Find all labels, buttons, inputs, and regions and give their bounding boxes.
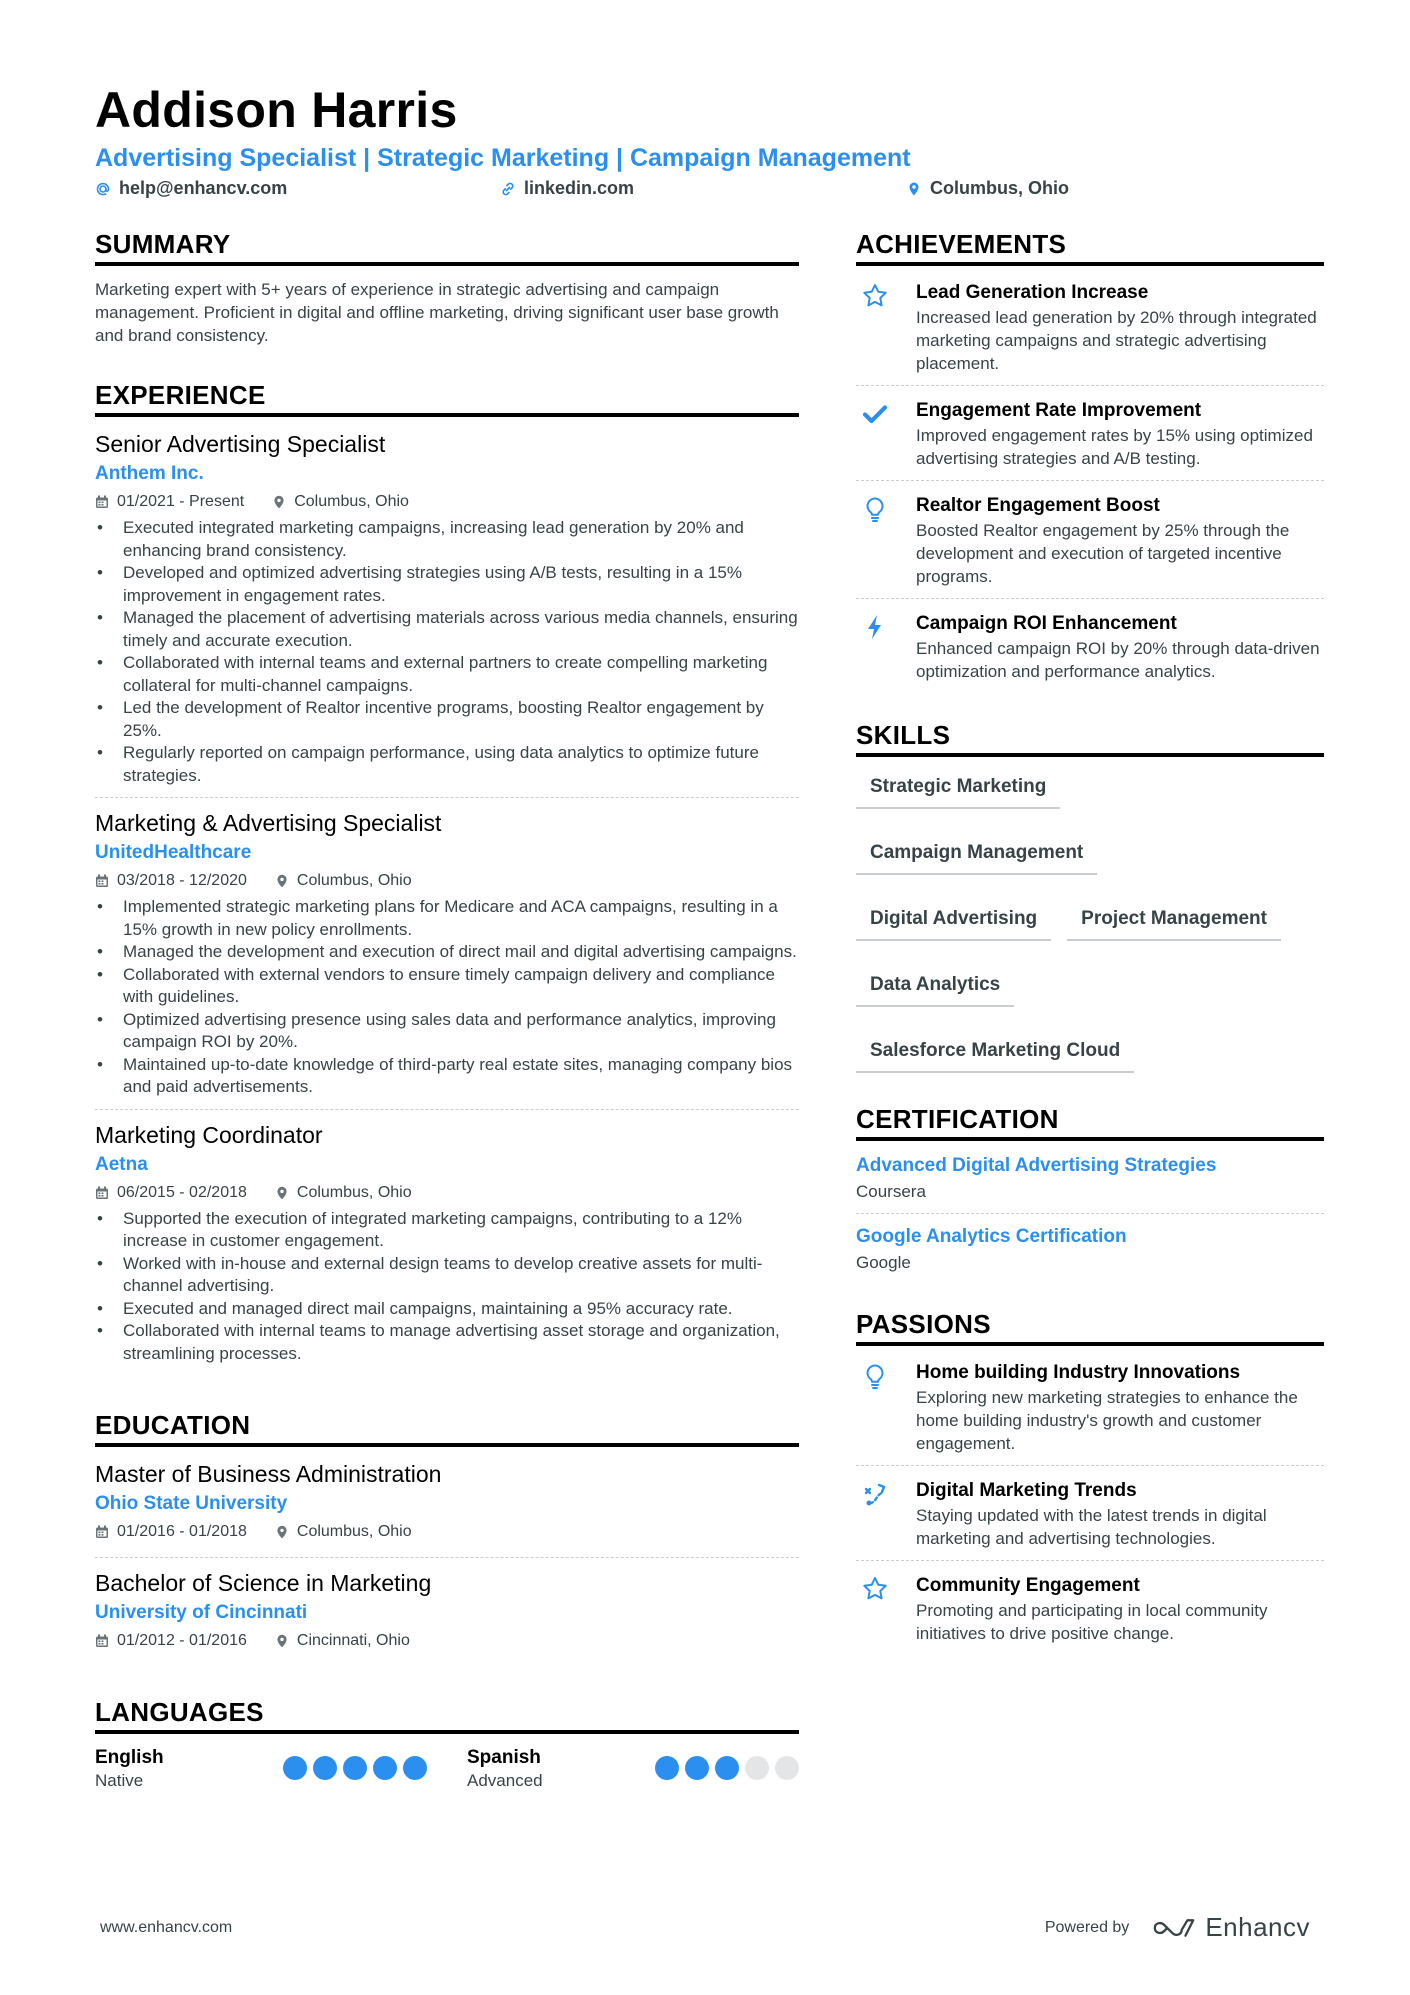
language-item: [95, 1746, 427, 1792]
location-pin-icon: [275, 874, 289, 888]
linkedin-text: linkedin.com: [524, 178, 635, 198]
location-pin-icon: [906, 181, 922, 197]
language-text: [95, 1746, 164, 1792]
bullet-item: • Collaborated with internal teams to manage advertising asset storage and organization, streamlining processes.: [95, 1320, 799, 1365]
education-heading: EDUCATION: [95, 1409, 799, 1447]
education-location: [275, 1630, 410, 1652]
dates-text: 03/2018 - 12/2020: [117, 872, 247, 889]
proficiency-dot: [655, 1756, 679, 1780]
achievement-item-body: [916, 280, 1324, 375]
skill-tag: Digital Advertising: [856, 903, 1051, 941]
education-dates: [95, 1521, 247, 1543]
skill-tag: Data Analytics: [856, 969, 1014, 1007]
achievements-section: [856, 228, 1324, 693]
certification-section: [856, 1103, 1324, 1284]
education-meta: [95, 1521, 799, 1543]
passion-item-description: Staying updated with the latest trends in digital marketing and advertising technologies.: [916, 1506, 1267, 1548]
proficiency-dot: [343, 1756, 367, 1780]
passion-item: [856, 1358, 1324, 1466]
achievement-item-title: Campaign ROI Enhancement: [916, 613, 1177, 634]
achievement-item: [856, 278, 1324, 386]
skill-tag: Salesforce Marketing Cloud: [856, 1035, 1134, 1073]
location-text: Columbus, Ohio: [296, 1183, 412, 1201]
location-text: Columbus, Ohio: [296, 872, 412, 889]
brand-name: Enhancv: [1205, 1912, 1310, 1942]
job-location: [272, 491, 409, 513]
job-dates: [95, 870, 247, 892]
skill-tag: Campaign Management: [856, 837, 1097, 875]
language-item: [467, 1746, 799, 1792]
dates-text: 01/2016 - 01/2018: [117, 1523, 247, 1540]
location-text: Columbus, Ohio: [930, 178, 1069, 198]
summary-heading: SUMMARY: [95, 228, 799, 266]
experience-list: [95, 429, 799, 1375]
candidate-name: Addison Harris: [95, 82, 458, 138]
achievement-item-title: Engagement Rate Improvement: [916, 400, 1202, 421]
achievements-list: [856, 278, 1324, 693]
passions-heading: PASSIONS: [856, 1308, 1324, 1346]
school-name[interactable]: University of Cincinnati: [95, 1602, 308, 1623]
lightbulb-icon: [856, 493, 894, 588]
contact-email[interactable]: [95, 178, 287, 199]
experience-entry: [95, 1120, 799, 1376]
language-level: Advanced: [467, 1771, 543, 1790]
language-level: Native: [95, 1771, 144, 1790]
achievement-item-body: [916, 493, 1324, 588]
experience-entry: [95, 808, 799, 1110]
candidate-title: Advertising Specialist | Strategic Marketing | Campaign Management: [95, 144, 911, 172]
achievement-item-body: [916, 611, 1324, 683]
calendar-icon: [95, 1634, 109, 1648]
location-text: Cincinnati, Ohio: [296, 1632, 410, 1649]
proficiency-dot: [775, 1756, 799, 1780]
summary-text: Marketing expert with 5+ years of experience in strategic advertising and campaign management. Proficient in digital and offline marketing, driving significant user base growth and brand consistency.: [95, 280, 779, 345]
experience-heading: EXPERIENCE: [95, 379, 799, 417]
degree-title: Bachelor of Science in Marketing: [95, 1570, 432, 1596]
proficiency-dot: [715, 1756, 739, 1780]
job-meta: [95, 1182, 799, 1204]
passion-item-body: [916, 1573, 1324, 1645]
bullet-item: • Managed the development and execution of direct mail and digital advertising campaigns.: [95, 941, 799, 964]
school-name[interactable]: Ohio State University: [95, 1493, 288, 1514]
passion-item-body: [916, 1360, 1324, 1455]
certification-name[interactable]: Google Analytics Certification: [856, 1226, 1127, 1247]
job-meta: [95, 491, 799, 513]
bullet-item: • Implemented strategic marketing plans for Medicare and ACA campaigns, resulting in a 15% growth in new policy enrollments.: [95, 896, 799, 941]
achievement-item: [856, 396, 1324, 481]
calendar-icon: [95, 874, 109, 888]
bullet-item: • Executed integrated marketing campaigns, increasing lead generation by 20% and enhancing brand consistency.: [95, 517, 799, 562]
bullet-item: • Led the development of Realtor incentive programs, boosting Realtor engagement by 25%.: [95, 697, 799, 742]
job-bullets: [95, 517, 799, 787]
education-meta: [95, 1630, 799, 1652]
proficiency-dot: [313, 1756, 337, 1780]
achievement-item: [856, 491, 1324, 599]
achievement-item-description: Boosted Realtor engagement by 25% through the development and execution of targeted incentive programs.: [916, 521, 1290, 586]
bullet-item: • Regularly reported on campaign performance, using data analytics to optimize future strategies.: [95, 742, 799, 787]
passion-item-title: Digital Marketing Trends: [916, 1480, 1137, 1501]
right-column: [856, 228, 1324, 1687]
page-footer: [100, 1912, 1310, 1943]
skills-heading: SKILLS: [856, 719, 1324, 757]
location-pin-icon: [275, 1186, 289, 1200]
proficiency-dot: [373, 1756, 397, 1780]
location-text: Columbus, Ohio: [296, 1523, 412, 1540]
brand-logo[interactable]: [1151, 1912, 1310, 1943]
passion-item-description: Exploring new marketing strategies to enhance the home building industry's growth and customer engagement.: [916, 1388, 1298, 1453]
contact-linkedin[interactable]: [500, 178, 634, 199]
dates-text: 06/2015 - 02/2018: [117, 1183, 247, 1201]
languages-section: [95, 1696, 799, 1792]
left-column: [95, 228, 799, 1824]
proficiency-dots: [655, 1746, 799, 1792]
contact-row: [95, 178, 1325, 204]
link-icon: [500, 181, 516, 197]
job-location: [275, 1182, 412, 1204]
achievement-item-title: Lead Generation Increase: [916, 282, 1149, 303]
bullet-item: • Executed and managed direct mail campaigns, maintaining a 95% accuracy rate.: [95, 1298, 799, 1321]
job-title: Marketing Coordinator: [95, 1121, 323, 1148]
bullet-item: • Maintained up-to-date knowledge of third-party real estate sites, managing company bios and paid advertisements.: [95, 1054, 799, 1099]
language-text: [467, 1746, 543, 1792]
proficiency-dots: [283, 1746, 427, 1792]
bullet-item: • Collaborated with internal teams and external partners to create compelling marketing collateral for multi-channel campaigns.: [95, 652, 799, 697]
degree-title: Master of Business Administration: [95, 1461, 442, 1487]
powered-by-label: Powered by: [1044, 1918, 1130, 1936]
language-name: Spanish: [467, 1747, 541, 1768]
job-meta: [95, 870, 799, 892]
passion-item-body: [916, 1478, 1324, 1550]
passions-list: [856, 1358, 1324, 1655]
education-list: [95, 1459, 799, 1666]
skill-tag: Project Management: [1067, 903, 1281, 941]
star-icon: [856, 280, 894, 375]
location-pin-icon: [275, 1525, 289, 1539]
dates-text: 01/2012 - 01/2016: [117, 1632, 247, 1649]
education-section: [95, 1409, 799, 1666]
bullet-item: • Supported the execution of integrated marketing campaigns, contributing to a 12% increase in customer engagement.: [95, 1208, 799, 1253]
location-pin-icon: [272, 495, 286, 509]
certification-item: [856, 1153, 1324, 1214]
lightning-icon: [856, 611, 894, 683]
calendar-icon: [95, 495, 109, 509]
bullet-item: • Collaborated with external vendors to ensure timely campaign delivery and compliance with guidelines.: [95, 964, 799, 1009]
achievement-item-description: Enhanced campaign ROI by 20% through data-driven optimization and performance analytics.: [916, 639, 1320, 681]
experience-section: [95, 379, 799, 1375]
company-name[interactable]: Aetna: [95, 1153, 148, 1175]
job-dates: [95, 1182, 247, 1204]
achievements-heading: ACHIEVEMENTS: [856, 228, 1324, 266]
education-entry: [95, 1459, 799, 1558]
route-icon: [856, 1478, 894, 1550]
location-pin-icon: [275, 1634, 289, 1648]
certification-issuer: Coursera: [856, 1182, 926, 1201]
certification-list: [856, 1153, 1324, 1284]
job-title: Senior Advertising Specialist: [95, 431, 386, 457]
footer-url[interactable]: www.enhancv.com: [100, 1918, 233, 1936]
company-name[interactable]: Anthem Inc.: [95, 463, 204, 484]
company-name[interactable]: UnitedHealthcare: [95, 842, 252, 863]
proficiency-dot: [685, 1756, 709, 1780]
education-dates: [95, 1630, 247, 1652]
bullet-item: • Worked with in-house and external design teams to develop creative assets for multi-channel advertising.: [95, 1253, 799, 1298]
job-bullets: [95, 896, 799, 1099]
certification-item: [856, 1224, 1324, 1284]
lightbulb-icon: [856, 1360, 894, 1455]
achievement-item-title: Realtor Engagement Boost: [916, 495, 1160, 516]
achievement-item: [856, 609, 1324, 693]
achievement-item-description: Increased lead generation by 20% through integrated marketing campaigns and strategic advertising placement.: [916, 308, 1317, 373]
experience-entry: [95, 429, 799, 798]
calendar-icon: [95, 1186, 109, 1200]
location-text: Columbus, Ohio: [294, 493, 409, 510]
dates-text: 01/2021 - Present: [117, 493, 245, 510]
summary-section: [95, 228, 799, 347]
passion-item-title: Home building Industry Innovations: [916, 1362, 1241, 1383]
check-icon: [856, 398, 894, 470]
job-location: [275, 870, 412, 892]
certification-issuer: Google: [856, 1253, 911, 1272]
proficiency-dot: [403, 1756, 427, 1780]
certification-name[interactable]: Advanced Digital Advertising Strategies: [856, 1155, 1217, 1176]
languages-heading: LANGUAGES: [95, 1696, 799, 1734]
star-icon: [856, 1573, 894, 1645]
language-name: English: [95, 1747, 164, 1768]
at-icon: [95, 181, 111, 197]
proficiency-dot: [745, 1756, 769, 1780]
certification-heading: CERTIFICATION: [856, 1103, 1324, 1141]
proficiency-dot: [283, 1756, 307, 1780]
passion-item: [856, 1571, 1324, 1655]
contact-location: [906, 178, 1069, 199]
enhancv-logo-icon: [1151, 1916, 1197, 1940]
languages-list: [95, 1746, 799, 1792]
achievement-item-description: Improved engagement rates by 15% using optimized advertising strategies and A/B testing.: [916, 426, 1313, 468]
skills-section: [856, 719, 1324, 1073]
resume-header: [95, 80, 1325, 204]
passion-item: [856, 1476, 1324, 1561]
email-text: help@enhancv.com: [119, 178, 288, 198]
passions-section: [856, 1308, 1324, 1655]
bullet-item: • Optimized advertising presence using sales data and performance analytics, improving campaign ROI by 20%.: [95, 1009, 799, 1054]
passion-item-title: Community Engagement: [916, 1575, 1140, 1596]
bullet-item: • Managed the placement of advertising materials across various media channels, ensuring timely and accurate execution.: [95, 607, 799, 652]
passion-item-description: Promoting and participating in local community initiatives to drive positive change.: [916, 1601, 1268, 1643]
job-bullets: [95, 1208, 799, 1366]
achievement-item-body: [916, 398, 1324, 470]
job-dates: [95, 491, 244, 513]
job-title: Marketing & Advertising Specialist: [95, 810, 442, 836]
powered-by: [1045, 1912, 1310, 1943]
bullet-item: • Developed and optimized advertising strategies using A/B tests, resulting in a 15% improvement in engagement rates.: [95, 562, 799, 607]
calendar-icon: [95, 1525, 109, 1539]
skills-list: [856, 769, 1324, 1073]
education-entry: [95, 1568, 799, 1666]
skill-tag: Strategic Marketing: [856, 771, 1060, 809]
education-location: [275, 1521, 412, 1543]
